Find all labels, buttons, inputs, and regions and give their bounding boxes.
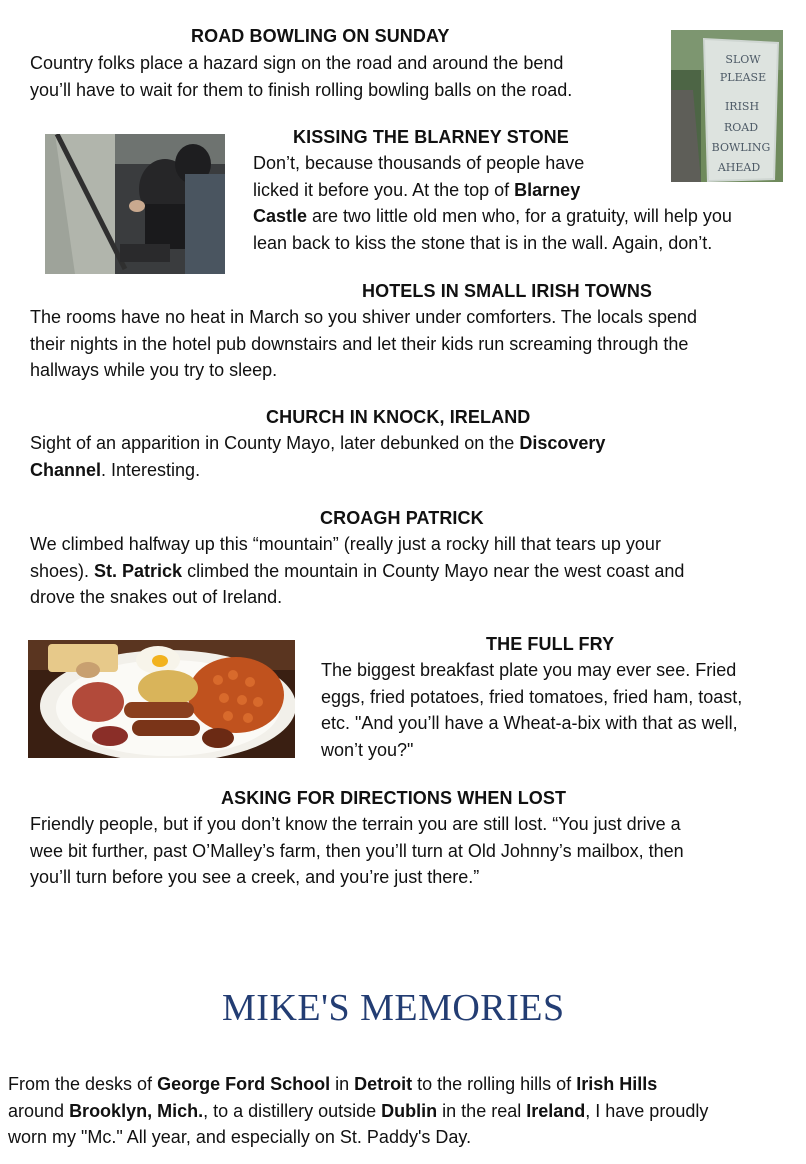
blarney-castle-name-1: Blarney <box>514 179 581 200</box>
croagh-text <box>30 531 800 611</box>
irish-hills: Irish Hills <box>576 1074 658 1094</box>
directions-line-2: wee bit further, past O’Malley’s farm, then you’ll turn at Old Johnny’s mailbox, then <box>30 840 684 861</box>
hotels-line-3: hallways while you try to sleep. <box>30 360 278 380</box>
knock-line-2: . Interesting. <box>101 459 201 480</box>
knock-text <box>30 430 770 483</box>
memories-text-1e: to the rolling hills of <box>412 1074 577 1094</box>
full-fry-text <box>321 657 801 763</box>
road-bowling-line-2: you’ll have to wait for them to finish rolling bowling balls on the road. <box>30 79 573 100</box>
detroit: Detroit <box>354 1074 413 1094</box>
full-fry-line-2: eggs, fried potatoes, fried tomatoes, fried ham, toast, <box>321 686 743 707</box>
memories-text-2e: in the real <box>437 1100 527 1121</box>
road-bowling-heading: ROAD BOWLING ON SUNDAY <box>191 26 450 46</box>
sign-word-slow: SLOW <box>725 53 761 66</box>
hotels-text <box>30 304 800 384</box>
memories-text-3: worn my "Mc." All year, and especially on St. Paddy's Day. <box>8 1127 472 1147</box>
blarney-line-4: lean back to kiss the stone that is in the wall. Again, don’t. <box>253 232 713 253</box>
ireland: Ireland <box>526 1100 586 1121</box>
blarney-line-2: licked it before you. At the top of <box>253 179 515 200</box>
blarney-line-1: Don’t, because thousands of people have <box>253 153 585 173</box>
hotels-heading: HOTELS IN SMALL IRISH TOWNS <box>362 281 653 301</box>
full-fry-heading: THE FULL FRY <box>486 634 615 654</box>
croagh-heading: CROAGH PATRICK <box>320 508 484 528</box>
memories-text-1c: in <box>330 1074 355 1094</box>
st-patrick-name: St. Patrick <box>94 560 183 581</box>
croagh-line-2a: shoes). <box>30 560 95 581</box>
croagh-line-1: We climbed halfway up this “mountain” (really just a rocky hill that tears up your <box>30 534 661 554</box>
blarney-stone-photo <box>45 134 225 274</box>
blarney-line-3: are two little old men who, for a gratuity, will help you <box>307 206 732 226</box>
full-fry-photo <box>28 640 295 758</box>
brooklyn-mich: Brooklyn, Mich. <box>69 1100 204 1121</box>
directions-text <box>30 811 800 891</box>
directions-heading: ASKING FOR DIRECTIONS WHEN LOST <box>221 788 567 808</box>
hotels-line-1: The rooms have no heat in March so you shiver under comforters. The locals spend <box>30 307 698 327</box>
blarney-heading: KISSING THE BLARNEY STONE <box>293 127 569 147</box>
dublin: Dublin <box>381 1100 438 1121</box>
hotels-line-2: their nights in the hotel pub downstairs and let their kids run screaming through the <box>30 333 689 354</box>
sign-word-irish: IRISH <box>724 100 760 113</box>
blarney-castle-name-2: Castle <box>253 206 308 226</box>
discovery-channel-name-2: Channel <box>30 459 102 480</box>
directions-line-1: Friendly people, but if you don’t know the terrain you are still lost. “You just drive a <box>30 814 681 834</box>
sign-word-bowling: BOWLING <box>711 141 771 154</box>
memories-text-2a: around <box>8 1100 70 1121</box>
full-fry-line-3: etc. "And you’ll have a Wheat-a-bix with that as well, <box>321 713 738 733</box>
memories-title: MIKE'S MEMORIES <box>222 987 565 1029</box>
full-fry-line-1: The biggest breakfast plate you may ever see. Fried <box>321 660 737 680</box>
memories-text-1a: From the desks of <box>8 1074 158 1094</box>
full-fry-line-4: won’t you?" <box>321 739 414 760</box>
george-ford-school: George Ford School <box>157 1074 331 1094</box>
directions-line-3: you’ll turn before you see a creek, and you’re just there.” <box>30 867 480 887</box>
knock-line-1: Sight of an apparition in County Mayo, later debunked on the <box>30 433 520 453</box>
croagh-line-2b: climbed the mountain in County Mayo near the west coast and <box>182 560 685 581</box>
road-bowling-line-1: Country folks place a hazard sign on the road and around the bend <box>30 53 564 73</box>
memories-text-2g: , I have proudly <box>585 1100 709 1121</box>
sign-word-road: ROAD <box>723 121 759 134</box>
croagh-line-3: drove the snakes out of Ireland. <box>30 587 283 607</box>
discovery-channel-name-1: Discovery <box>519 433 606 453</box>
blarney-text <box>253 150 798 256</box>
sign-word-please: PLEASE <box>719 71 767 84</box>
road-bowling-text <box>30 50 670 103</box>
knock-heading: CHURCH IN KNOCK, IRELAND <box>266 407 531 427</box>
memories-text-2c: , to a distillery outside <box>203 1100 382 1121</box>
sign-word-ahead: AHEAD <box>717 161 761 174</box>
memories-text <box>8 1071 803 1151</box>
